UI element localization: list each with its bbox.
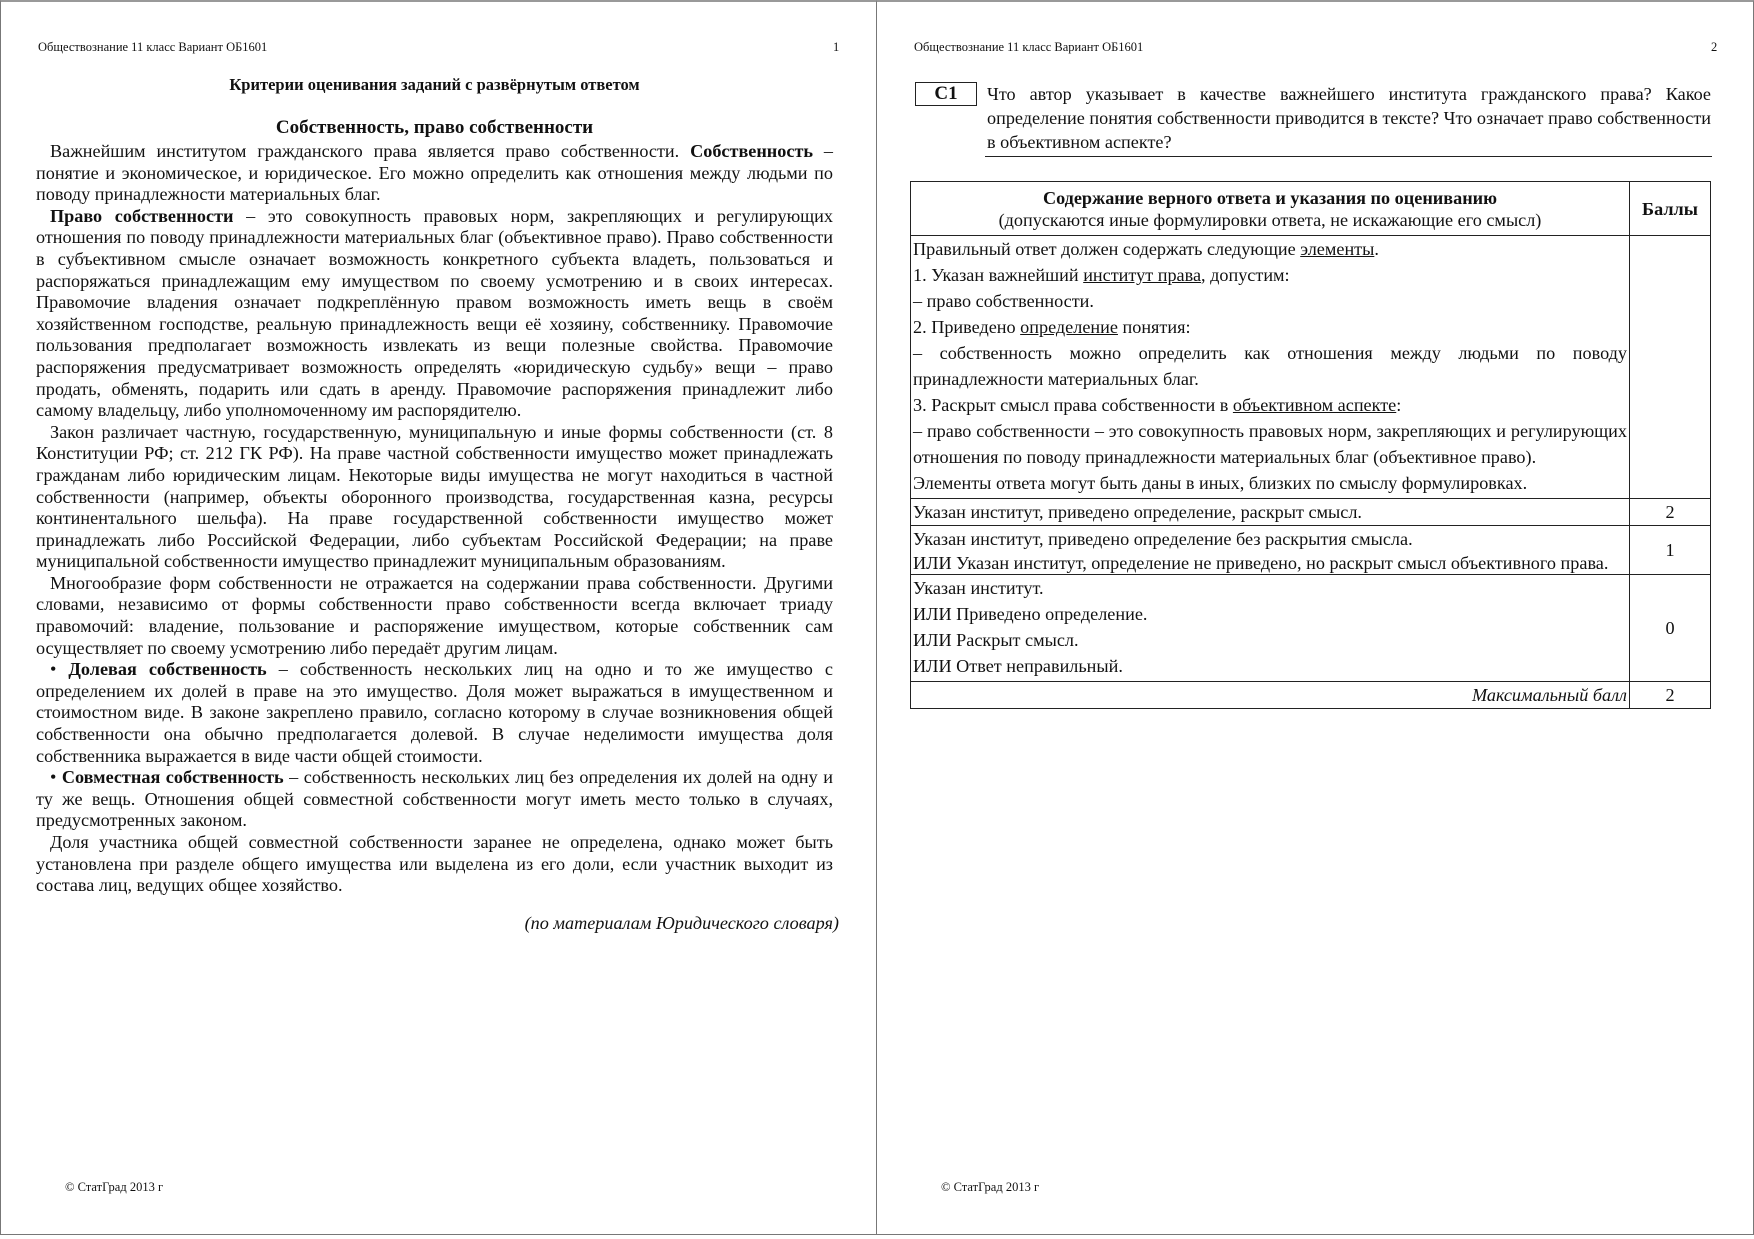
header-note: (допускаются иные формулировки ответа, не искажающие его смысл) (998, 209, 1542, 230)
text: объективном аспекте (1232, 395, 1397, 415)
criterion (911, 499, 1630, 526)
text: ИЛИ Приведено определение. (913, 604, 1148, 624)
text: Указан институт, приведено определение, раскрыт смысл. (913, 502, 1362, 522)
page-number: 1 (833, 40, 840, 54)
text-title: Собственность, право собственности (275, 117, 594, 138)
text: Элементы ответа могут быть даны в иных, близких по смыслу формулировках. (913, 473, 1528, 493)
text: – это совокупность правовых норм, закрепляющих и регулирующих отношения по поводу принадлежности материальных благ (объективное право). Право собственности в субъективном смысле означает возможность конкретного субъекта владеть, пользоваться и распоряжаться принадлежащим ему имуществом по своему усмотрению и в своих интересах. Правомочие владения означает подкреплённую правом возможность иметь вещь в своём хозяйственном господстве, реальную принадлежность вещи её хозяину, собственнику. Правомочие пользования предполагает возможность извлекать из вещи полезные свойства. Правомочие распоряжения предусматривает возможность определять «юридическую судьбу» вещи – право продать, обменять, подарить или сдать в аренду. Правомочие распоряжения принадлежит либо самому владельцу, либо уполномоченному им распорядителю. (36, 205, 833, 421)
source-text (36, 141, 839, 934)
text: – право собственности. (913, 291, 1094, 311)
text: : (1396, 395, 1402, 415)
text: – собственность можно определить как отношения между людьми по поводу принадлежности материальных благ. (913, 343, 1627, 389)
paragraph: Многообразие форм собственности не отражается на содержании права собственности. Другими словами, независимо от формы собственности право собственности всегда включает триаду правомочий: владение, пользование и распоряжение имуществом, которые собственник сам осуществляет по своему усмотрению либо передаёт другим лицам. (36, 572, 833, 658)
points-header: Баллы (1630, 182, 1711, 236)
max-score-label: Максимальный балл (911, 682, 1630, 709)
term: Совместная собственность (61, 767, 284, 788)
text: институт права (1083, 265, 1202, 285)
text: Правильный ответ должен содержать следующие (913, 239, 1301, 259)
source-citation: (по материалам Юридического словаря) (524, 912, 839, 933)
points-cell: 1 (1630, 526, 1711, 575)
text: ИЛИ Раскрыт смысл. (913, 630, 1079, 650)
term: Собственность (690, 141, 814, 161)
text: ИЛИ Ответ неправильный. (913, 656, 1123, 676)
document-title: Критерии оценивания заданий с развёрнутым ответом (229, 75, 640, 94)
paragraph (36, 141, 833, 206)
max-score-value: 2 (1630, 682, 1711, 709)
bullet: • (50, 659, 69, 680)
table-row (911, 526, 1711, 575)
content-header (911, 182, 1630, 236)
table-row (911, 575, 1711, 682)
text: – право собственности – это совокупность правовых норм, закрепляющих и регулирующих отношения по поводу принадлежности материальных благ (объективное право). (913, 421, 1627, 467)
page-footer: © СтатГрад 2013 г (65, 1180, 164, 1194)
divider (985, 156, 1712, 157)
page-2 (876, 0, 1754, 1235)
text: 3. Раскрыт смысл права собственности в (913, 395, 1233, 415)
term: Право собственности (50, 205, 234, 226)
paragraph (36, 659, 833, 767)
text: ИЛИ Указан институт, определение не приведено, но раскрыт смысл объективного права. (913, 553, 1609, 573)
text: – собственность нескольких лиц без определения их долей на одну и ту же вещь. Отношения общей совместной собственности могут иметь место только в случаях, предусмотренных законом. (36, 767, 833, 831)
text: Важнейшим институтом гражданского права является право собственности. (50, 141, 691, 161)
grading-table (910, 181, 1711, 709)
page-number: 2 (1711, 40, 1718, 54)
text: – понятие и экономическое, и юридическое. Его можно определить как отношения между людьми по поводу принадлежности материальных благ. (36, 141, 833, 205)
text: – собственность нескольких лиц на одно и то же имущество с определением их долей в праве на это имущество. Доля может выражаться в имущественном и стоимостном виде. В законе закреплено правило, согласно которому в случае возникновения общей собственности она обычно предполагается долевой. В случае неделимости имущества доля собственника выражается в виде части общей стоимости. (36, 659, 833, 766)
max-score-row (911, 682, 1711, 709)
answer-content (911, 236, 1630, 499)
points-cell: 2 (1630, 499, 1711, 526)
text: определение (1020, 317, 1118, 337)
paragraph: Доля участника общей совместной собственности заранее не определена, однако может быть установлена при разделе общего имущества или выделена из его доли, если участник выходит из состава лиц, ведущих общее хозяйство. (36, 832, 833, 896)
text: Указан институт. (913, 578, 1044, 598)
table-row (911, 236, 1711, 499)
page-footer: © СтатГрад 2013 г (941, 1180, 1040, 1194)
table-row (911, 499, 1711, 526)
term: Долевая собственность (68, 659, 267, 680)
text: понятия: (1117, 317, 1191, 337)
points-cell: 0 (1630, 575, 1711, 682)
table-header (911, 182, 1711, 236)
criterion (911, 575, 1630, 682)
paragraph: Закон различает частную, государственную, муниципальную и иные формы собственности (ст. 8 Конституции РФ; ст. 212 ГК РФ). На праве частной собственности имущество может принадлежать гражданам либо юридическим лицам. Некоторые виды имущества не могут находиться в частной собственности (например, объекты оборонного производства, государственная казна, ресурсы континентального шельфа). На праве государственной собственности имущество может принадлежать либо Российской Федерации, либо субъектам Российской Федерации; на праве муниципальной собственности имущество принадлежит муниципальным образованиям. (36, 421, 833, 572)
text: , допустим: (1201, 265, 1290, 285)
paragraph (36, 767, 833, 832)
text: элементы (1300, 239, 1375, 259)
question-text: Что автор указывает в качестве важнейшего института гражданского права? Какое определение понятия собственности приводится в тексте? Что означает право собственности в объективном аспекте? (987, 84, 1711, 152)
criterion (911, 526, 1630, 575)
page-header: Обществознание 11 класс Вариант ОБ1601 (38, 40, 268, 54)
paragraph (36, 206, 833, 422)
page-header: Обществознание 11 класс Вариант ОБ1601 (914, 40, 1144, 54)
header-title: Содержание верного ответа и указания по оцениванию (1042, 187, 1498, 208)
points-cell (1630, 236, 1711, 499)
text: 1. Указан важнейший (913, 265, 1084, 285)
question-label: С1 (915, 82, 977, 106)
text: . (1374, 239, 1379, 259)
text: 2. Приведено (913, 317, 1021, 337)
text: Указан институт, приведено определение без раскрытия смысла. (913, 529, 1413, 549)
bullet: • (50, 767, 62, 788)
page-1 (0, 0, 877, 1235)
